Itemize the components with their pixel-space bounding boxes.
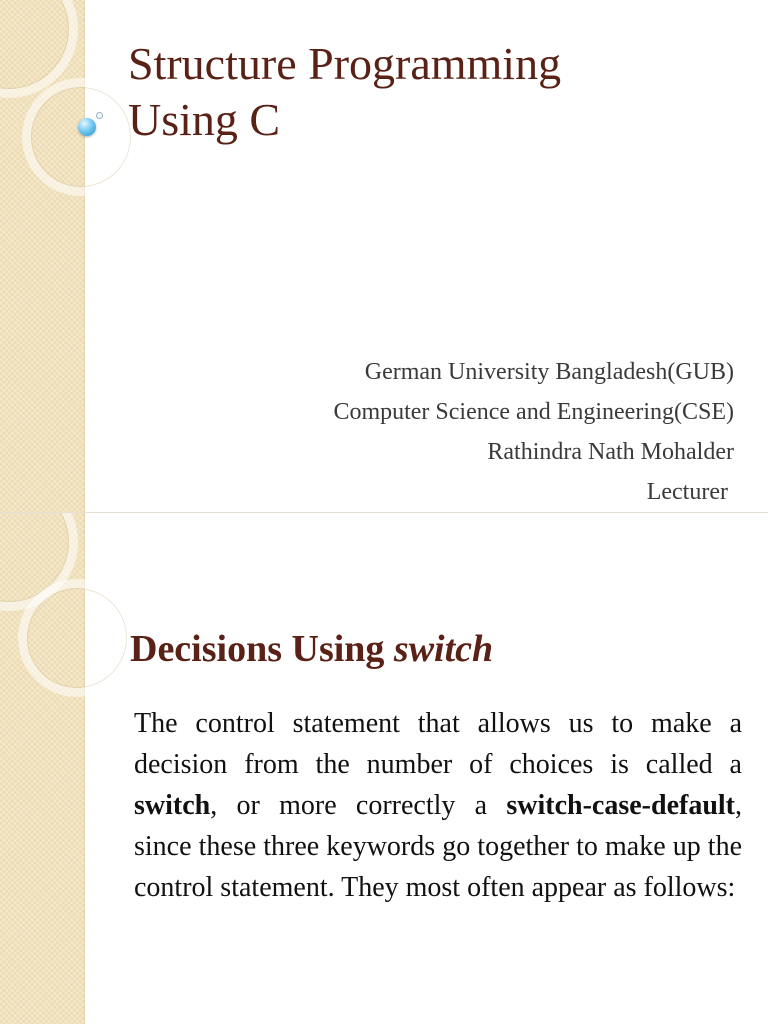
body-paragraph [134, 703, 742, 908]
decorative-strip [0, 513, 85, 1024]
slide-title [128, 36, 561, 148]
author-name: Rathindra Nath Mohalder [487, 439, 734, 465]
para-text-2: , or more correctly a [210, 790, 507, 821]
slide-heading [130, 627, 493, 671]
heading-keyword: switch [393, 628, 494, 670]
para-text-3: , since these three keywords go together to make up the control statement. They most often appear as follows: [134, 790, 742, 903]
content-slide [0, 512, 768, 1024]
keyword-switch-case-default: switch-case-default [506, 790, 735, 821]
author-role: Lecturer [646, 479, 728, 505]
department-name: Computer Science and Engineering(CSE) [333, 399, 734, 425]
ring-decoration [18, 579, 136, 697]
para-text-1: The control statement that allows us to make a decision from the number of choices is called a [134, 708, 742, 780]
heading-text: Decisions Using [130, 628, 394, 670]
keyword-switch: switch [134, 790, 211, 821]
decorative-strip [0, 0, 85, 512]
author-info [333, 352, 734, 512]
ring-decoration [22, 78, 140, 196]
bullet-orb-icon [78, 118, 96, 136]
bullet-orb-small-icon [96, 112, 103, 119]
title-line-2: Using C [128, 94, 281, 145]
university-name: German University Bangladesh(GUB) [364, 359, 734, 385]
title-line-1: Structure Programming [128, 38, 562, 89]
